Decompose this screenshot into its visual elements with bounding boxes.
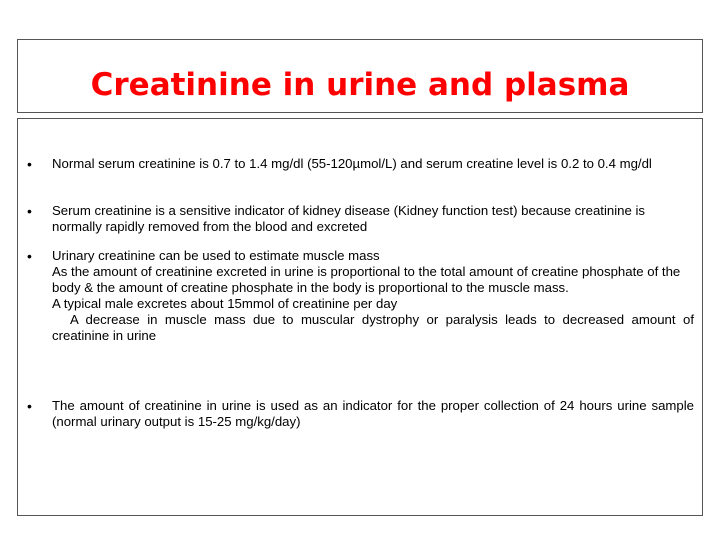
slide-title: Creatinine in urine and plasma — [90, 66, 630, 103]
bullet-dot-icon: • — [27, 398, 32, 414]
content-box — [17, 118, 703, 516]
bullet-dot-icon: • — [27, 248, 32, 264]
bullet-dot-icon: • — [27, 156, 32, 172]
bullet-dot-icon: • — [27, 203, 32, 219]
bullet-text-group — [52, 248, 694, 344]
bullet-line — [52, 312, 694, 344]
bullet-line: A typical male excretes about 15mmol of creatinine per day — [52, 296, 398, 311]
bullet-line: Urinary creatinine can be used to estimate muscle mass — [52, 248, 380, 263]
bullet-line: As the amount of creatinine excreted in urine is proportional to the total amount of creatine phosphate of the body & the amount of creatine phosphate in the body is proportional to the muscle mass. — [52, 264, 681, 295]
bullet-line-text: A decrease in muscle mass due to muscular dystrophy or paralysis leads to decreased amount of creatinine in urine — [52, 312, 694, 343]
bullet-text: Normal serum creatinine is 0.7 to 1.4 mg/dl (55-120µmol/L) and serum creatine level is 0.2 to 0.4 mg/dl — [52, 156, 652, 171]
bullet-text: The amount of creatinine in urine is used as an indicator for the proper collection of 24 hours urine sample (normal urinary output is 15-25 mg/kg/day) — [52, 398, 694, 429]
bullet-text: Serum creatinine is a sensitive indicator of kidney disease (Kidney function test) because creatinine is normally rapidly removed from the blood and excreted — [52, 203, 646, 234]
title-box — [17, 39, 703, 113]
